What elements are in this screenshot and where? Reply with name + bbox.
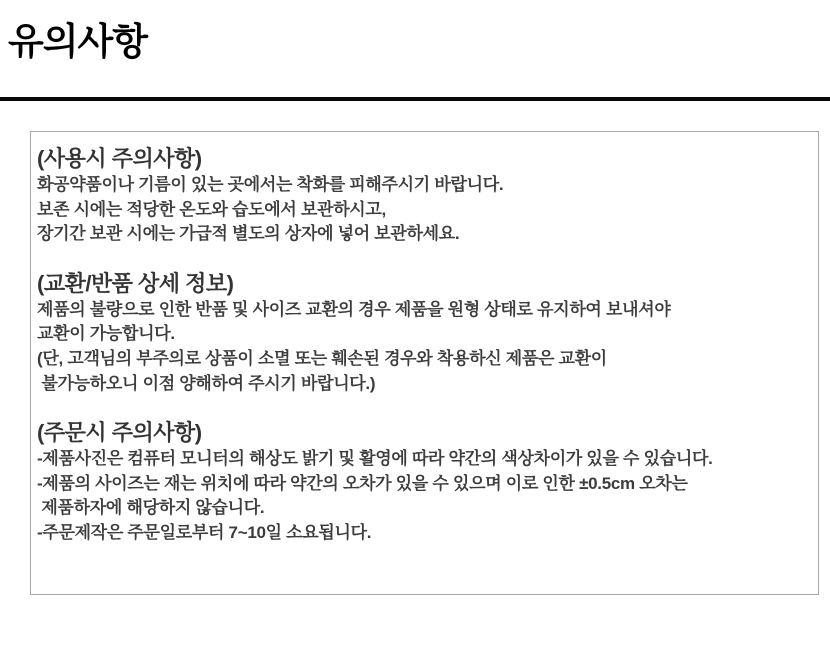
section-exchange-return-info (37, 270, 810, 396)
notice-line: -주문제작은 주문일로부터 7~10일 소요됩니다. (37, 522, 372, 542)
notice-line: 보존 시에는 적당한 온도와 습도에서 보관하시고, (37, 199, 386, 219)
section-header-exchange-return: (교환/반품 상세 정보) (37, 270, 234, 296)
notice-line: 화공약품이나 기름이 있는 곳에서는 착화를 피해주시기 바랍니다. (37, 175, 504, 194)
title-divider (0, 97, 830, 101)
section-header-order: (주문시 주의사항) (37, 420, 202, 446)
notice-line: -제품사진은 컴퓨터 모니터의 해상도 밝기 및 활영에 따라 약간의 색상차이가 있을 수 있습니다. (37, 449, 713, 469)
section-usage-precautions (37, 145, 810, 247)
notice-line: 장기간 보관 시에는 가급적 별도의 상자에 넣어 보관하세요. (37, 224, 460, 244)
notice-line: -제품의 사이즈는 재는 위치에 따라 약간의 오차가 있을 수 있으며 이로 인한 ±0.5cm 오차는 (37, 473, 688, 493)
section-order-precautions (37, 419, 810, 545)
page-title: 유의사항 (8, 21, 147, 62)
notice-line: 제품의 불량으로 인한 반품 및 사이즈 교환의 경우 제품을 원형 상태로 유지하여 보내셔야 (37, 299, 671, 319)
section-header-usage: (사용시 주의사항) (37, 146, 202, 171)
notice-box (30, 131, 819, 595)
notice-line: 불가능하오니 이점 양해하여 주시기 바랍니다.) (37, 373, 376, 393)
notice-line: 교환이 가능합니다. (37, 324, 175, 344)
notice-line: 제품하자에 해당하지 않습니다. (37, 498, 265, 518)
notice-line: (단, 고객님의 부주의로 상품이 소멸 또는 훼손된 경우와 착용하신 제품은 교환이 (37, 348, 607, 368)
